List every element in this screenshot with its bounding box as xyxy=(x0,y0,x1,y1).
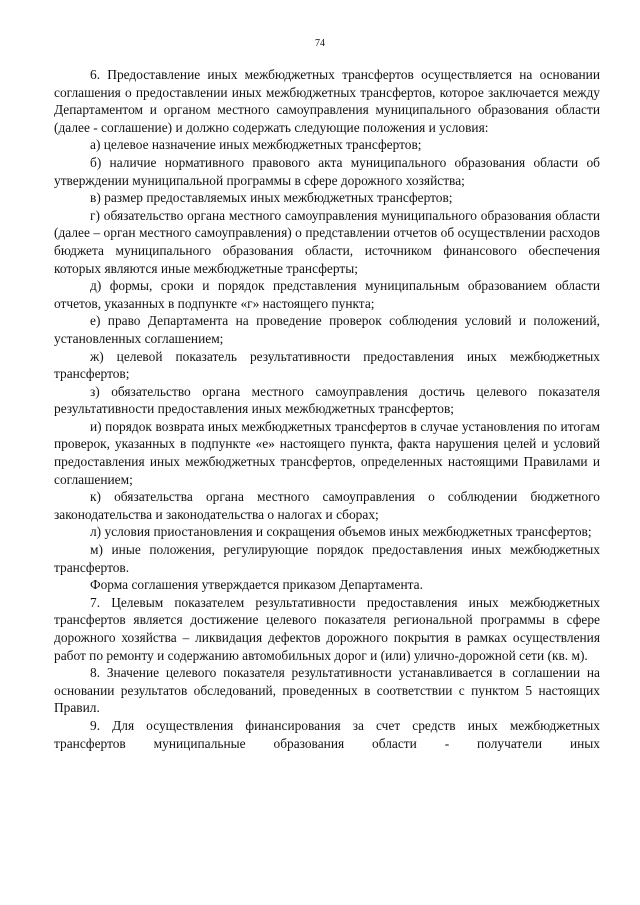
paragraph-e: е) право Департамента на проведение проверок соблюдения условий и положений, установленных соглашением; xyxy=(54,313,600,346)
page-number: 74 xyxy=(315,38,325,49)
paragraph-v: в) размер предоставляемых иных межбюджетных трансфертов; xyxy=(90,190,453,206)
paragraph-d: д) формы, сроки и порядок представления муниципальным образованием области отчетов, указанных в подпункте «г» настоящего пункта; xyxy=(54,278,600,311)
paragraph-7: 7. Целевым показателем результативности предоставления иных межбюджетных трансфертов является достижение целевого показателя региональной программы в сфере дорожного хозяйства – ликвидация дефектов дорожного покрытия в рамках осуществления работ по ремонту и содержанию автомобильных дорог и (или) улично-дорожной сети (кв. м). xyxy=(54,594,600,663)
paragraph-m: м) иные положения, регулирующие порядок предоставления иных межбюджетных трансфертов. xyxy=(54,542,600,575)
paragraph-9: 9. Для осуществления финансирования за счет средств иных межбюджетных трансфертов муниципальные образования области - получатели иных xyxy=(54,717,600,751)
paragraph-g: г) обязательство органа местного самоуправления муниципального образования области (далее – орган местного самоуправления) о представлении отчетов об осуществлении расходов бюджета муниципального образования области, источником финансового обеспечения которых являются иные межбюджетные трансферты; xyxy=(54,207,600,276)
paragraph-b: б) наличие нормативного правового акта муниципального образования области об утверждении муниципальной программы в сфере дорожного хозяйства; xyxy=(54,154,600,188)
paragraph-agreement-form: Форма соглашения утверждается приказом Департамента. xyxy=(90,577,423,593)
document-body xyxy=(54,66,600,752)
paragraph-8: 8. Значение целевого показателя результативности устанавливается в соглашении на основании результатов обследований, проведенных в соответствии с пунктом 5 настоящих Правил. xyxy=(54,665,600,716)
paragraph-6: 6. Предоставление иных межбюджетных трансфертов осуществляется на основании соглашения о предоставлении иных межбюджетных трансфертов, которое заключается между Департаментом и органом местного самоуправления муниципального образования области (далее - соглашение) и должно содержать следующие положения и условия: xyxy=(54,67,600,135)
paragraph-z: з) обязательство органа местного самоуправления достичь целевого показателя результативности предоставления иных межбюджетных трансфертов; xyxy=(54,383,600,417)
paragraph-l: л) условия приостановления и сокращения объемов иных межбюджетных трансфертов; xyxy=(90,524,592,540)
paragraph-zh: ж) целевой показатель результативности предоставления иных межбюджетных трансфертов; xyxy=(54,348,600,382)
paragraph-k: к) обязательства органа местного самоуправления о соблюдении бюджетного законодательства и законодательства о налогах и сборах; xyxy=(54,489,600,522)
paragraph-a: а) целевое назначение иных межбюджетных трансфертов; xyxy=(90,137,422,153)
paragraph-i: и) порядок возврата иных межбюджетных трансфертов в случае установления по итогам проверок, указанных в подпункте «е» настоящего пункта, факта нарушения целей и условий предоставления иных межбюджетных трансфертов, определенных настоящими Правилами и соглашением; xyxy=(54,418,600,487)
